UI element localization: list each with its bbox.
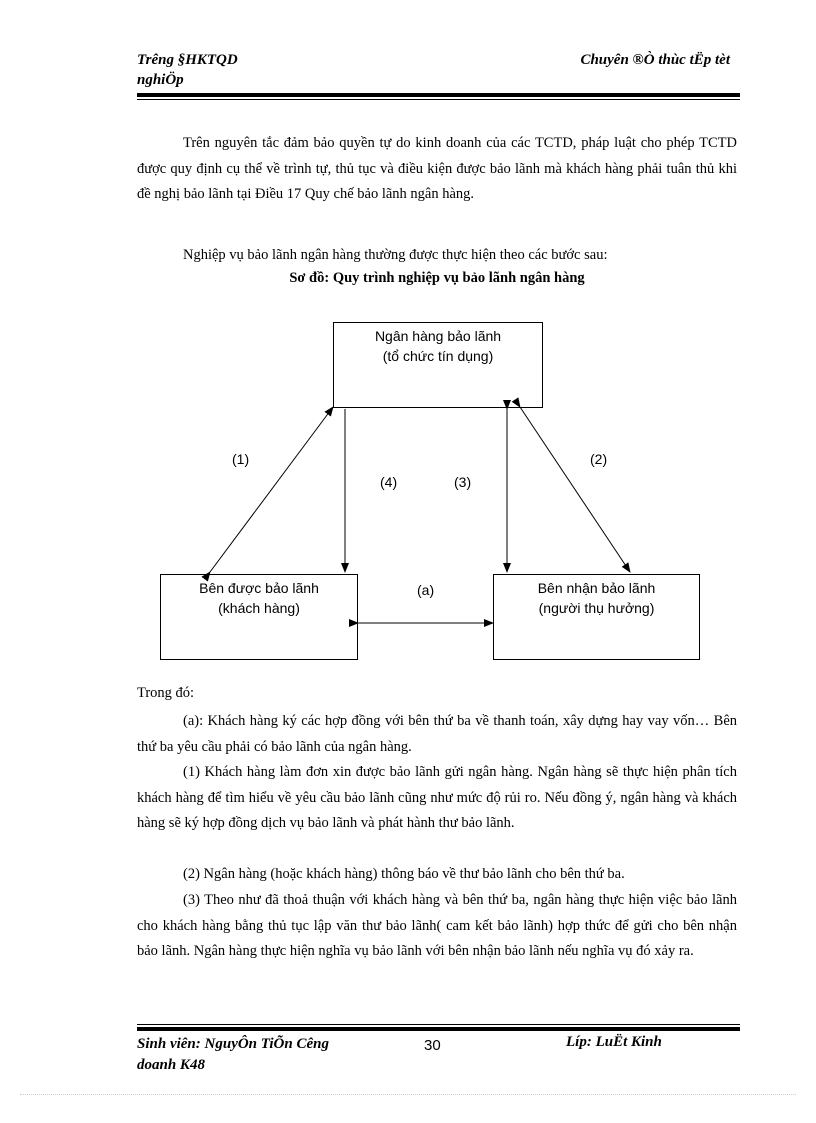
diagram-title: Sơ đồ: Quy trình nghiệp vụ bảo lãnh ngân hàng xyxy=(289,270,585,286)
footer-student-cont: doanh K48 xyxy=(137,1057,205,1073)
label-4: (4) xyxy=(380,474,398,490)
bank-box-line1: Ngân hàng bảo lãnh xyxy=(374,328,502,344)
footer-student: Sinh viên: NguyÔn TiÕn Cêng xyxy=(137,1036,329,1052)
arrow-2 xyxy=(520,407,630,572)
footer-rule-thick xyxy=(137,1027,740,1031)
note-a: (a): Khách hàng ký các hợp đồng với bên thứ ba về thanh toán, xây dựng hay vay vốn… Bên thứ ba yêu cầu phải có bảo lãnh của ngân hàng. xyxy=(137,713,737,755)
footer-right: Líp: LuËt Kinh xyxy=(566,1034,662,1050)
label-3: (3) xyxy=(454,474,472,490)
page-number: 30 xyxy=(424,1037,441,1054)
footer-left xyxy=(137,1034,329,1076)
label-2: (2) xyxy=(590,451,608,467)
bank-box-line2: (tổ chức tín dụng) xyxy=(382,348,494,364)
page-edge-dotted xyxy=(20,1094,796,1095)
header-school: Trêng §HKTQD xyxy=(137,52,238,68)
client-box-line1: Bên được bảo lãnh xyxy=(199,580,319,596)
note-1: (1) Khách hàng làm đơn xin được bảo lãnh gửi ngân hàng. Ngân hàng sẽ thực hiện phân tích khách hàng để tìm hiểu về yêu cầu bảo lãnh cũng như mức độ rủi ro. Nếu đồng ý, ngân hàng và khách hàng sẽ ký hợp đồng dịch vụ bảo lãnh và phát hành thư bảo lãnh. xyxy=(137,764,737,831)
client-box-line2: (khách hàng) xyxy=(218,600,300,616)
arrow-1 xyxy=(210,407,333,572)
label-a: (a) xyxy=(417,582,435,598)
note-3: (3) Theo như đã thoả thuận với khách hàng và bên thứ ba, ngân hàng thực hiện việc bảo lãnh cho khách hàng bằng thủ tục lập văn thư bảo lãnh( cam kết bảo lãnh) hợp thức để gửi cho bên nhận bảo lãnh. Ngân hàng thực hiện nghĩa vụ bảo lãnh với bên nhận bảo lãnh nếu nghĩa vụ đó xảy ra. xyxy=(137,892,737,959)
note-2: (2) Ngân hàng (hoặc khách hàng) thông báo về thư bảo lãnh cho bên thứ ba. xyxy=(183,866,625,882)
header-school-cont: nghiÖp xyxy=(137,72,184,88)
notes-heading: Trong đó: xyxy=(137,685,195,701)
beneficiary-box-line2: (người thụ hưởng) xyxy=(538,600,655,616)
paragraph-1: Trên nguyên tắc đảm bảo quyền tự do kinh doanh của các TCTD, pháp luật cho phép TCTD được quy định cụ thể về trình tự, thủ tục và điều kiện được bảo lãnh mà khách hàng phải tuân thủ khi đề nghị bảo lãnh tại Điều 17 Quy chế bảo lãnh ngân hàng. xyxy=(137,135,737,202)
footer-rule-thin xyxy=(137,1024,740,1025)
label-1: (1) xyxy=(232,451,250,467)
beneficiary-box-line1: Bên nhận bảo lãnh xyxy=(537,580,656,596)
header-right: Chuyên ®Ò thùc tËp tèt xyxy=(580,52,730,68)
paragraph-2: Nghiệp vụ bảo lãnh ngân hàng thường được thực hiện theo các bước sau: xyxy=(183,247,608,263)
